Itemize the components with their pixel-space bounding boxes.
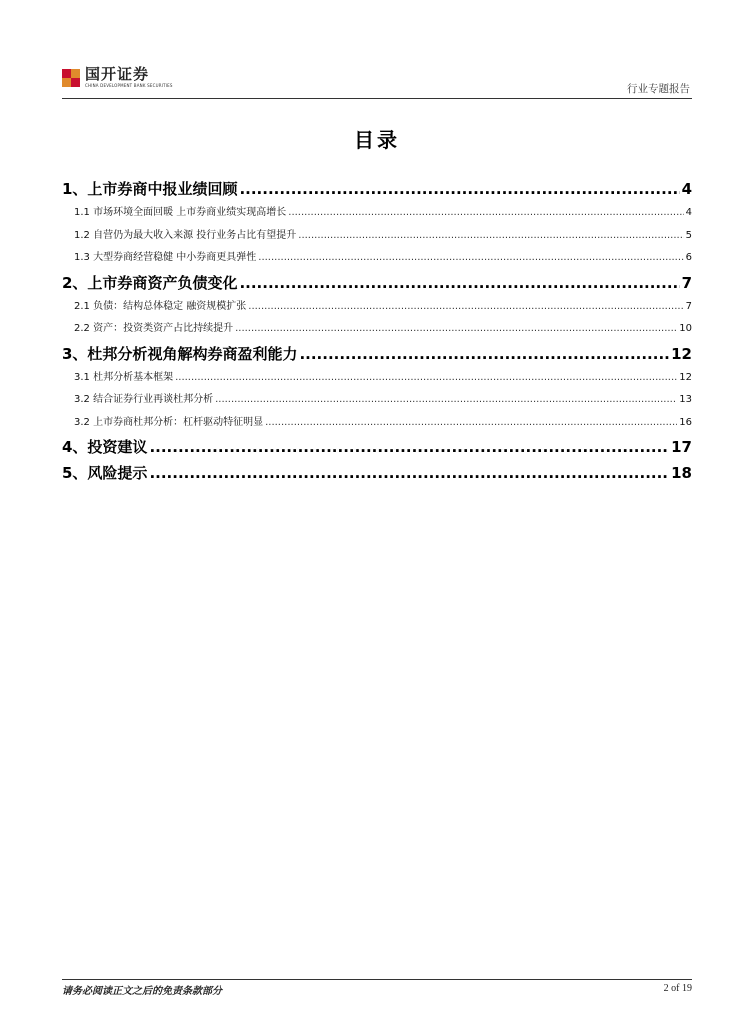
toc-entry-label: 1.3 大型券商经营稳健 中小券商更具弹性 xyxy=(74,252,257,263)
toc-entry-4[interactable] xyxy=(62,434,692,460)
toc-entry-label: 1.2 自营仍为最大收入来源 投行业务占比有望提升 xyxy=(74,229,297,241)
dot-leader xyxy=(235,318,677,341)
toc-entry-3[interactable] xyxy=(62,341,692,367)
toc-entry-1-3[interactable] xyxy=(62,247,692,270)
toc-entry-page: 18 xyxy=(671,464,692,482)
toc-entry-2[interactable] xyxy=(62,270,692,296)
dot-leader xyxy=(149,434,669,460)
toc-entry-page: 7 xyxy=(681,273,692,292)
page-number: 2 of 19 xyxy=(663,983,692,994)
logo-mark-icon xyxy=(62,69,80,87)
toc-title: 目录 xyxy=(354,128,400,152)
header-divider xyxy=(62,98,692,99)
toc-entry-label: 3、杜邦分析视角解构券商盈利能力 xyxy=(62,344,298,363)
toc-entry-label: 3.2 上市券商杜邦分析：杠杆驱动特征明显 xyxy=(74,416,264,428)
toc-entry-5[interactable] xyxy=(62,460,692,486)
dot-leader xyxy=(258,247,683,270)
dot-leader xyxy=(239,270,679,296)
toc-entry-page: 16 xyxy=(679,416,692,428)
toc-entry-label: 5、风险提示 xyxy=(62,464,148,482)
logo-name-cn: 国开证券 xyxy=(85,65,150,83)
dot-leader xyxy=(239,176,679,202)
toc-entry-label: 4、投资建议 xyxy=(62,438,148,456)
toc-entry-label: 3.1 杜邦分析基本框架 xyxy=(74,371,174,383)
toc-entry-2-2[interactable] xyxy=(62,318,692,341)
dot-leader xyxy=(298,225,683,248)
footer-divider xyxy=(62,979,692,980)
toc-entry-page: 5 xyxy=(685,229,692,241)
toc-entry-label: 2、上市券商资产负债变化 xyxy=(62,273,238,292)
toc-entry-1[interactable] xyxy=(62,176,692,202)
dot-leader xyxy=(149,460,669,486)
disclaimer-text: 请务必阅读正文之后的免责条款部分 xyxy=(62,986,222,997)
logo-name-en: CHINA DEVELOPMENT BANK SECURITIES xyxy=(85,83,173,88)
toc-entry-3-1[interactable] xyxy=(62,367,692,390)
dot-leader xyxy=(215,389,677,412)
toc-entry-page: 17 xyxy=(671,438,692,456)
toc-entry-3-3[interactable] xyxy=(62,412,692,435)
report-type-label: 行业专题报告 xyxy=(627,83,690,95)
toc-entry-page: 4 xyxy=(685,207,692,218)
toc-entry-page: 12 xyxy=(671,344,692,363)
dot-leader xyxy=(175,367,677,390)
toc-entry-3-2[interactable] xyxy=(62,389,692,412)
dot-leader xyxy=(248,296,683,319)
toc-entry-page: 13 xyxy=(679,394,692,405)
toc-entry-1-2[interactable] xyxy=(62,225,692,248)
toc-entry-label: 2.1 负债：结构总体稳定 融资规模扩张 xyxy=(74,300,247,312)
toc-entry-label: 2.2 资产：投资类资产占比持续提升 xyxy=(74,323,234,334)
dot-leader xyxy=(265,412,677,435)
company-logo xyxy=(62,66,173,96)
toc-entry-label: 3.2 结合证券行业再谈杜邦分析 xyxy=(74,394,214,405)
toc-entry-page: 7 xyxy=(685,300,692,312)
toc-entry-page: 10 xyxy=(679,323,692,334)
toc-entry-label: 1、上市券商中报业绩回顾 xyxy=(62,180,238,198)
toc-entry-2-1[interactable] xyxy=(62,296,692,319)
toc-entry-page: 4 xyxy=(681,180,692,198)
toc-entry-page: 6 xyxy=(685,252,692,263)
table-of-contents xyxy=(62,176,692,486)
toc-entry-label: 1.1 市场环境全面回暖 上市券商业绩实现高增长 xyxy=(74,207,287,218)
page-header xyxy=(62,66,692,98)
toc-entry-1-1[interactable] xyxy=(62,202,692,225)
dot-leader xyxy=(288,202,683,225)
toc-entry-page: 12 xyxy=(679,371,692,383)
dot-leader xyxy=(299,341,669,367)
